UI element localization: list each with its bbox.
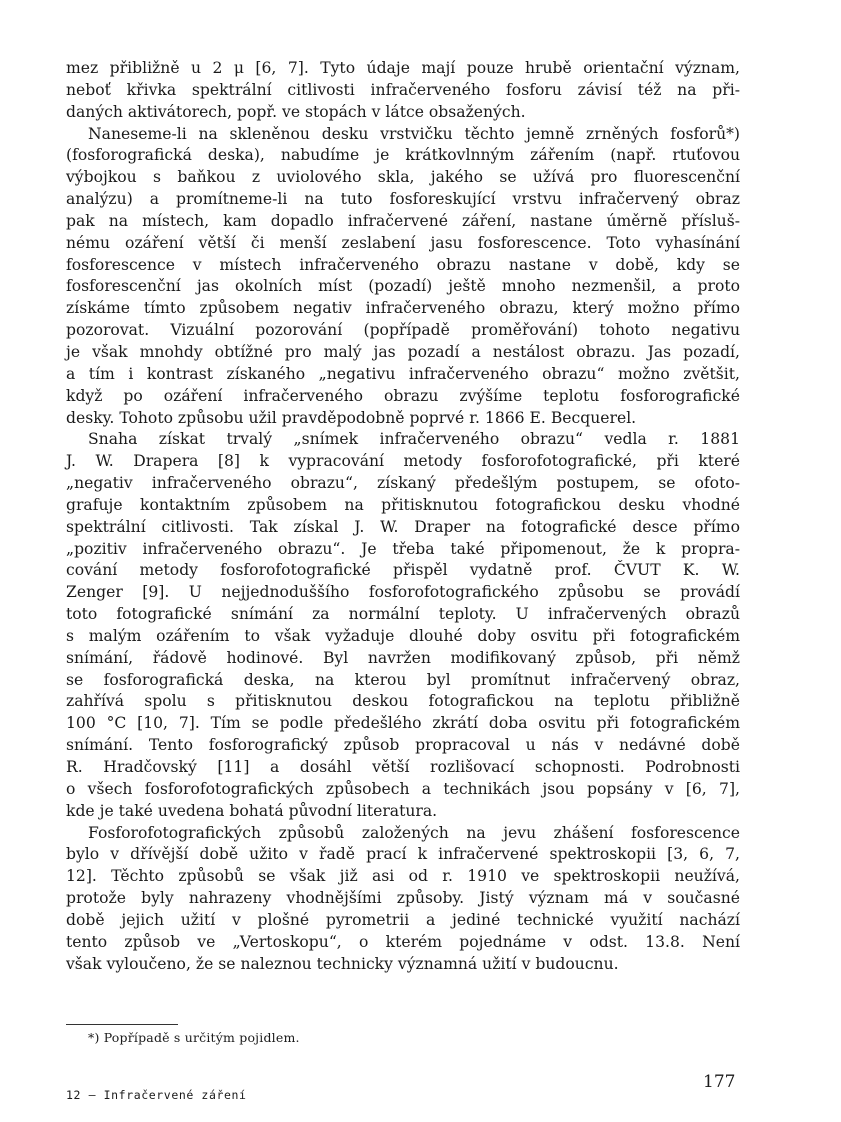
text-line: analýzu) a promítneme-li na tuto fosforeskující vrstvu infračervený obraz — [66, 190, 740, 209]
text-line: fosforescence v místech infračerveného obrazu nastane v době, kdy se — [66, 255, 740, 274]
text-line: a tím i kontrast získaného „negativu infračerveného obrazu“ možno zvětšit, — [66, 364, 740, 383]
text-line: se fosforografická deska, na kterou byl promítnut infračervený obraz, — [66, 670, 740, 689]
text-line: snímání. Tento fosforografický způsob propracoval u nás v nedávné době — [66, 736, 740, 755]
text-line: (fosforografická deska), nabudíme je krátkovlnným zářením (např. rtuťovou — [66, 146, 740, 165]
body-text — [66, 58, 740, 975]
text-line: když po ozáření infračerveného obrazu zvýšíme teplotu fosforografické — [66, 386, 740, 405]
text-line: je však mnohdy obtížné pro malý jas pozadí a nestálost obrazu. Jas pozadí, — [66, 342, 740, 361]
text-line: cování metody fosforofotografické přispěl vydatně prof. ČVUT K. W. — [66, 561, 740, 580]
text-line: grafuje kontaktním způsobem na přitisknutou fotografickou desku vhodné — [66, 495, 740, 514]
text-line: „negativ infračerveného obrazu“, získaný předešlým postupem, se ofoto- — [66, 474, 740, 493]
paragraph — [66, 823, 740, 976]
text-line: protože byly nahrazeny vhodnějšími způsoby. Jistý význam má v současné — [66, 889, 740, 908]
text-line: Snaha získat trvalý „snímek infračerveného obrazu“ vedla r. 1881 — [88, 430, 740, 449]
paragraph — [66, 429, 740, 822]
text-line: 100 °C [10, 7]. Tím se podle předešlého zkrátí doba osvitu při fotografickém — [66, 714, 740, 733]
text-line: 12]. Těchto způsobů se však již asi od r. 1910 ve spektroskopii neužívá, — [66, 867, 740, 886]
text-line: fosforescenční jas okolních míst (pozadí) ještě mnoho nezmenšil, a proto — [66, 277, 740, 296]
text-line: spektrální citlivosti. Tak získal J. W. Draper na fotografické desce přímo — [66, 517, 740, 536]
text-line: výbojkou s baňkou z uviolového skla, jakého se užívá pro fluorescenční — [66, 168, 740, 187]
text-line: tento způsob ve „Vertoskopu“, o kterém pojednáme v odst. 13.8. Není — [66, 932, 740, 951]
text-line: pozorovat. Vizuální pozorování (popřípadě proměřování) tohoto negativu — [66, 321, 740, 340]
text-line: získáme tímto způsobem negativ infračerveného obrazu, který možno přímo — [66, 299, 740, 318]
running-footer-title: 12 — Infračervené záření — [66, 1088, 247, 1102]
text-line: R. Hradčovský [11] a dosáhl větší rozlišovací schopnosti. Podrobnosti — [66, 758, 740, 776]
paragraph — [66, 124, 740, 430]
text-line: bylo v dřívější době užito v řadě prací k infračervené spektroskopii [3, 6, 7, — [66, 845, 740, 864]
page-number: 177 — [703, 1072, 736, 1092]
text-line: daných aktivátorech, popř. ve stopách v látce obsažených. — [66, 102, 526, 121]
footnote-divider — [66, 1024, 178, 1025]
text-line: s malým ozářením to však vyžaduje dlouhé doby osvitu při fotografickém — [66, 626, 740, 645]
text-line: době jejich užití v plošné pyrometrii a jediné technické využití nachází — [66, 910, 740, 929]
text-line: Fosforofotografických způsobů založených na jevu zhášení fosforescence — [88, 823, 740, 842]
text-line: pak na místech, kam dopadlo infračervené záření, nastane úměrně přísluš- — [66, 211, 740, 230]
text-line: nému ozáření větší či menší zeslabení jasu fosforescence. Toto vyhasínání — [66, 233, 740, 252]
text-line: kde je také uvedena bohatá původní literatura. — [66, 801, 438, 820]
text-line: však vyloučeno, že se naleznou technicky významná užití v budoucnu. — [66, 954, 619, 973]
text-line: J. W. Drapera [8] k vypracování metody fosforofotografické, při které — [66, 452, 740, 471]
text-line: toto fotografické snímání za normální teploty. U infračervených obrazů — [66, 605, 740, 624]
text-line: mez přibližně u 2 μ [6, 7]. Tyto údaje mají pouze hrubě orientační význam, — [66, 59, 740, 77]
text-line: snímání, řádově hodinové. Byl navržen modifikovaný způsob, při němž — [66, 648, 740, 667]
text-line: „pozitiv infračerveného obrazu“. Je třeba také připomenout, že k propra- — [66, 539, 740, 558]
footnote: *) Popřípadě s určitým pojidlem. — [88, 1030, 300, 1045]
text-line: Zenger [9]. U nejjednoduššího fosforofotografického způsobu se provádí — [66, 583, 740, 602]
paragraph — [66, 58, 740, 124]
text-line: o všech fosforofotografických způsobech a technikách jsou popsány v [6, 7], — [66, 779, 740, 798]
text-line: neboť křivka spektrální citlivosti infračerveného fosforu závisí též na při- — [66, 80, 740, 99]
text-line: zahřívá spolu s přitisknutou deskou fotografickou na teplotu přibližně — [66, 692, 740, 711]
text-line: desky. Tohoto způsobu užil pravděpodobně poprvé r. 1866 E. Becquerel. — [66, 408, 637, 427]
text-line: Naneseme-li na skleněnou desku vrstvičku těchto jemně zrněných fosforů*) — [88, 124, 740, 143]
